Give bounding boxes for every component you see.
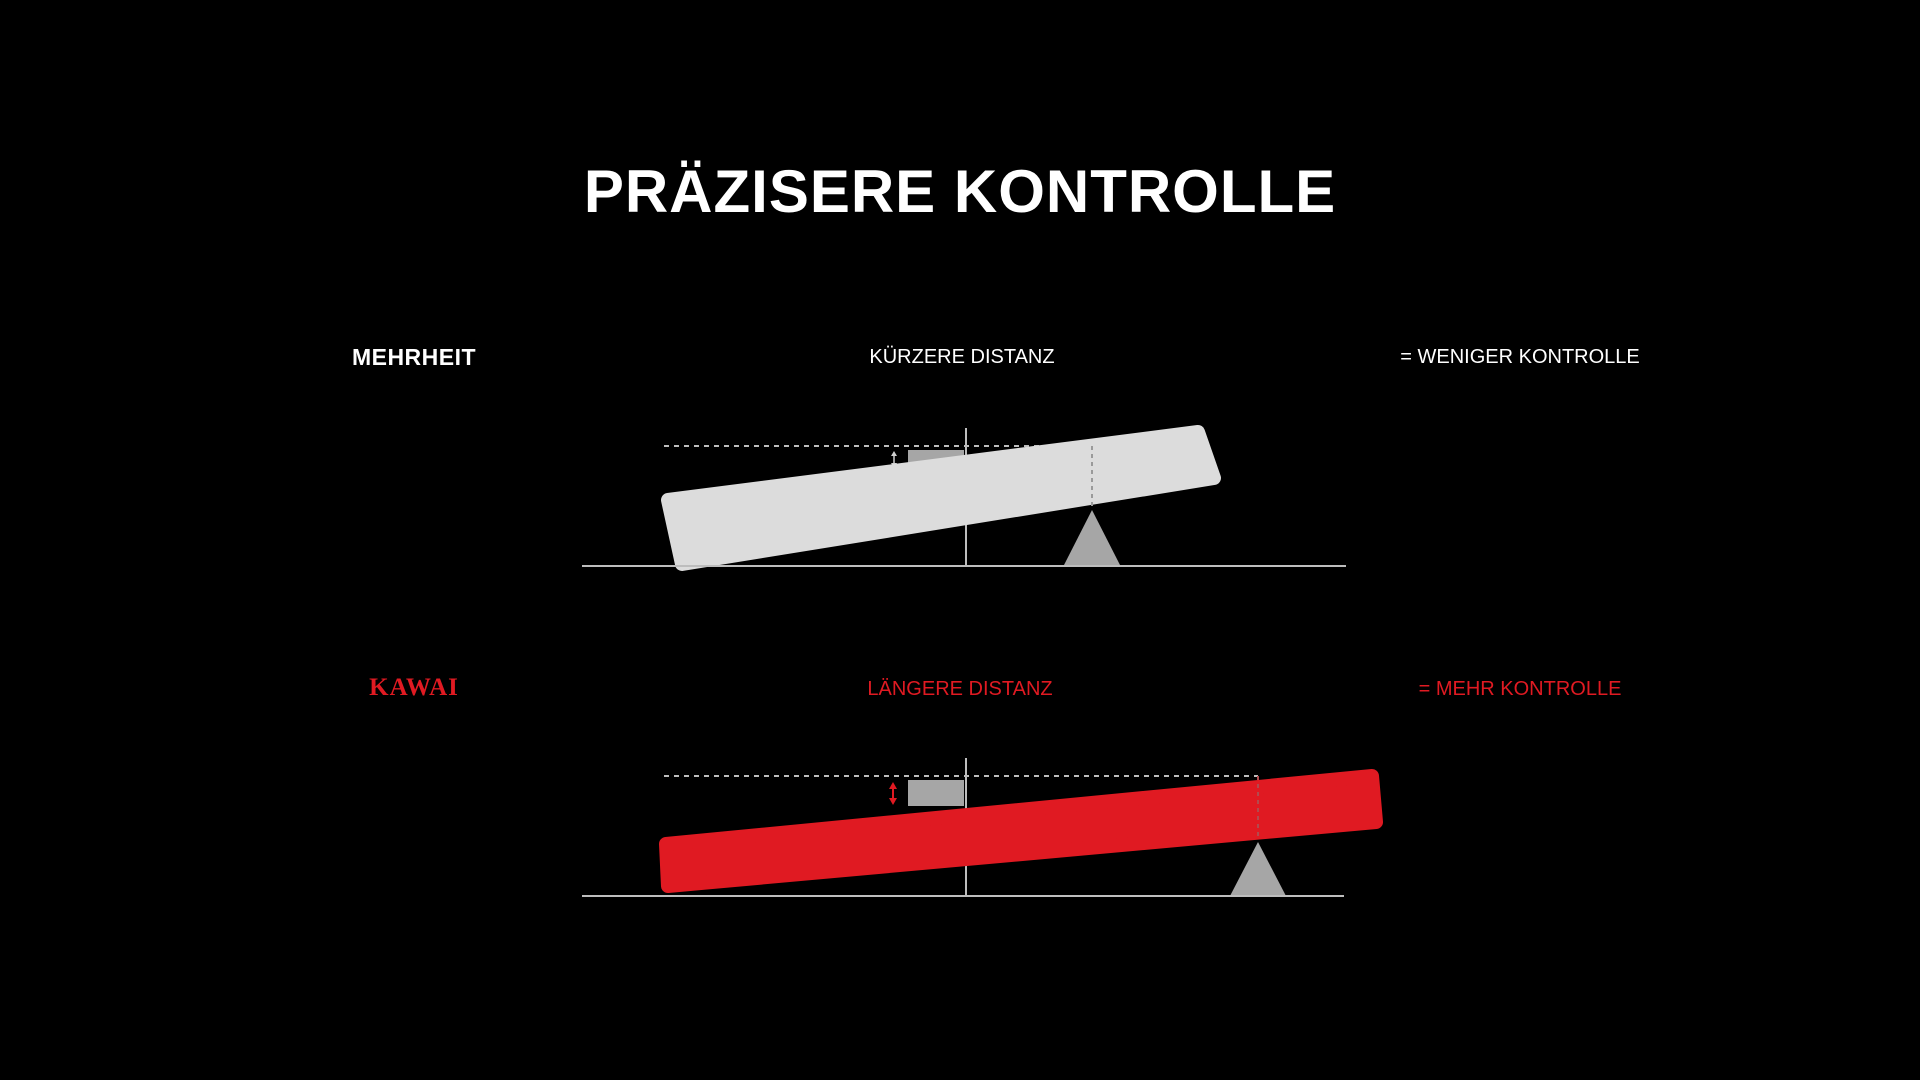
page-title: PRÄZISERE KONTROLLE [583, 158, 1337, 225]
result-label-less-control: = WENIGER KONTROLLE [1400, 346, 1640, 368]
lever-diagram-shorter [582, 428, 1346, 566]
brand-label-kawai: KAWAI [369, 674, 459, 701]
distance-label-longer: LÄNGERE DISTANZ [867, 678, 1053, 700]
fulcrum-triangle [1064, 510, 1120, 565]
key-block [908, 780, 964, 806]
distance-label-shorter: KÜRZERE DISTANZ [869, 346, 1055, 368]
displacement-arrow-icon [889, 782, 897, 805]
result-label-more-control: = MEHR KONTROLLE [1418, 678, 1622, 700]
fulcrum-triangle [1230, 842, 1286, 896]
lever-diagram-longer [582, 758, 1376, 896]
brand-label-majority: MEHRHEIT [351, 344, 477, 370]
